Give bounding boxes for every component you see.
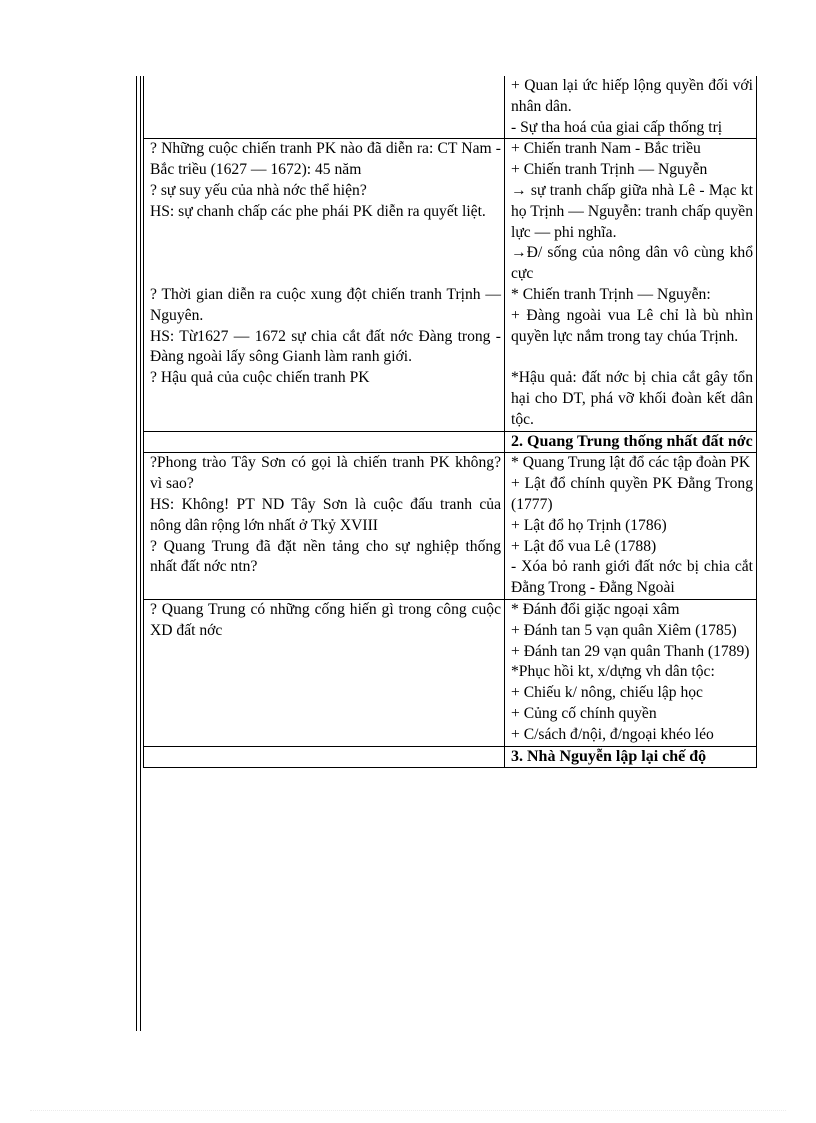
answer-line: + Chiến tranh Nam - Bắc triều — [511, 140, 701, 158]
answer-line: + Chiếu k/ nông, chiếu lập học — [511, 684, 703, 702]
question-line: ? Những cuộc chiến tranh PK nào đã diễn ra: CT Nam - Bắc triều (1627 — 1672): 45 năm — [150, 140, 501, 179]
answer-line: →Đ/ sống của nông dân vô cùng khổ cực — [511, 244, 753, 283]
answer-cell — [505, 139, 757, 431]
answer-line: + Lật đổ họ Trịnh (1786) — [511, 516, 667, 534]
answer-line: *Phục hồi kt, x/dựng vh dân tộc: — [511, 663, 715, 681]
answer-cell — [505, 599, 757, 746]
answer-line: + Củng cố chính quyền — [511, 704, 657, 722]
answer-line: * Quang Trung lật đổ các tập đoàn PK — [511, 454, 751, 472]
answer-cell — [505, 431, 757, 453]
spacer — [511, 347, 753, 368]
question-line: ? Hậu quả của cuộc chiến tranh PK — [150, 369, 370, 387]
section-heading: 3. Nhà Nguyễn lập lại chế độ — [511, 747, 707, 765]
student-answer-line: HS: Từ1627 — 1672 sự chia cắt đất nớc Đàng trong - Đàng ngoài lấy sông Gianh làm ranh giới. — [150, 327, 501, 366]
spacer — [150, 243, 501, 264]
answer-line: *Hậu quả: đất nớc bị chia cắt gây tổn hại cho DT, phá vỡ khối đoàn kết dân tộc. — [511, 369, 753, 428]
answer-line: + C/sách đ/nội, đ/ngoại khéo léo — [511, 725, 714, 743]
question-line: ?Phong trào Tây Sơn có gọi là chiến tranh PK không? vì sao? — [150, 454, 501, 493]
answer-line: - Xóa bỏ ranh giới đất nớc bị chia cắt Đằng Trong - Đằng Ngoài — [511, 558, 753, 597]
section-heading: 2. Quang Trung thống nhất đất nớc — [511, 432, 753, 450]
spacer — [150, 264, 501, 285]
spacer — [150, 223, 501, 244]
answer-cell — [505, 746, 757, 768]
page-bottom-divider — [30, 1110, 786, 1111]
answer-line: * Chiến tranh Trịnh — Nguyễn: — [511, 285, 711, 303]
question-cell — [144, 746, 505, 768]
table-row — [144, 599, 757, 746]
table-row — [144, 746, 757, 768]
student-answer-line: HS: Không! PT ND Tây Sơn là cuộc đấu tranh của nông dân rộng lớn nhất ở Tkỷ XVIII — [150, 495, 501, 534]
answer-line: + Lật đổ chính quyền PK Đằng Trong (1777) — [511, 475, 753, 513]
answer-line: + Đánh tan 5 vạn quân Xiêm (1785) — [511, 621, 737, 639]
student-answer-line: HS: sự chanh chấp các phe phái PK diễn ra quyết liệt. — [150, 202, 486, 220]
question-cell — [144, 139, 505, 431]
question-line: ? Quang Trung đã đặt nền tảng cho sự nghiệp thống nhất đất nớc ntn? — [150, 537, 501, 576]
question-cell — [144, 453, 505, 600]
question-cell — [144, 431, 505, 453]
answer-line: + Quan lại ức hiếp lộng quyền đối với nhân dân. — [511, 77, 753, 115]
answer-line: + Đàng ngoài vua Lê chỉ là bù nhìn quyền lực nắm trong tay chúa Trịnh. — [511, 306, 753, 345]
table-row — [144, 139, 757, 431]
answer-line: + Lật đổ vua Lê (1788) — [511, 537, 657, 555]
question-line: ? sự suy yếu của nhà nớc thể hiện? — [150, 181, 367, 199]
answer-line: * Đánh đổi giặc ngoại xâm — [511, 600, 680, 618]
answer-cell — [505, 453, 757, 600]
table-row — [144, 76, 757, 139]
lesson-table — [143, 76, 757, 768]
left-margin-rule-outer — [136, 76, 137, 1031]
left-margin-rule-inner — [140, 76, 141, 1031]
table-row — [144, 453, 757, 600]
question-cell — [144, 76, 505, 139]
answer-cell — [505, 76, 757, 139]
answer-line: + Chiến tranh Trịnh — Nguyễn — [511, 161, 708, 179]
answer-line: - Sự tha hoá của giai cấp thống trị — [511, 118, 723, 136]
answer-line: → sự tranh chấp giữa nhà Lê - Mạc kt họ Trịnh — Nguyễn: tranh chấp quyền lực — phi nghĩa. — [511, 181, 753, 241]
table-row — [144, 431, 757, 453]
question-line: ? Thời gian diễn ra cuộc xung đột chiến tranh Trịnh — Nguyên. — [150, 285, 501, 324]
answer-line: + Đánh tan 29 vạn quân Thanh (1789) — [511, 642, 750, 660]
question-line: ? Quang Trung có những cống hiến gì trong công cuộc XD đất nớc — [150, 600, 501, 639]
question-cell — [144, 599, 505, 746]
